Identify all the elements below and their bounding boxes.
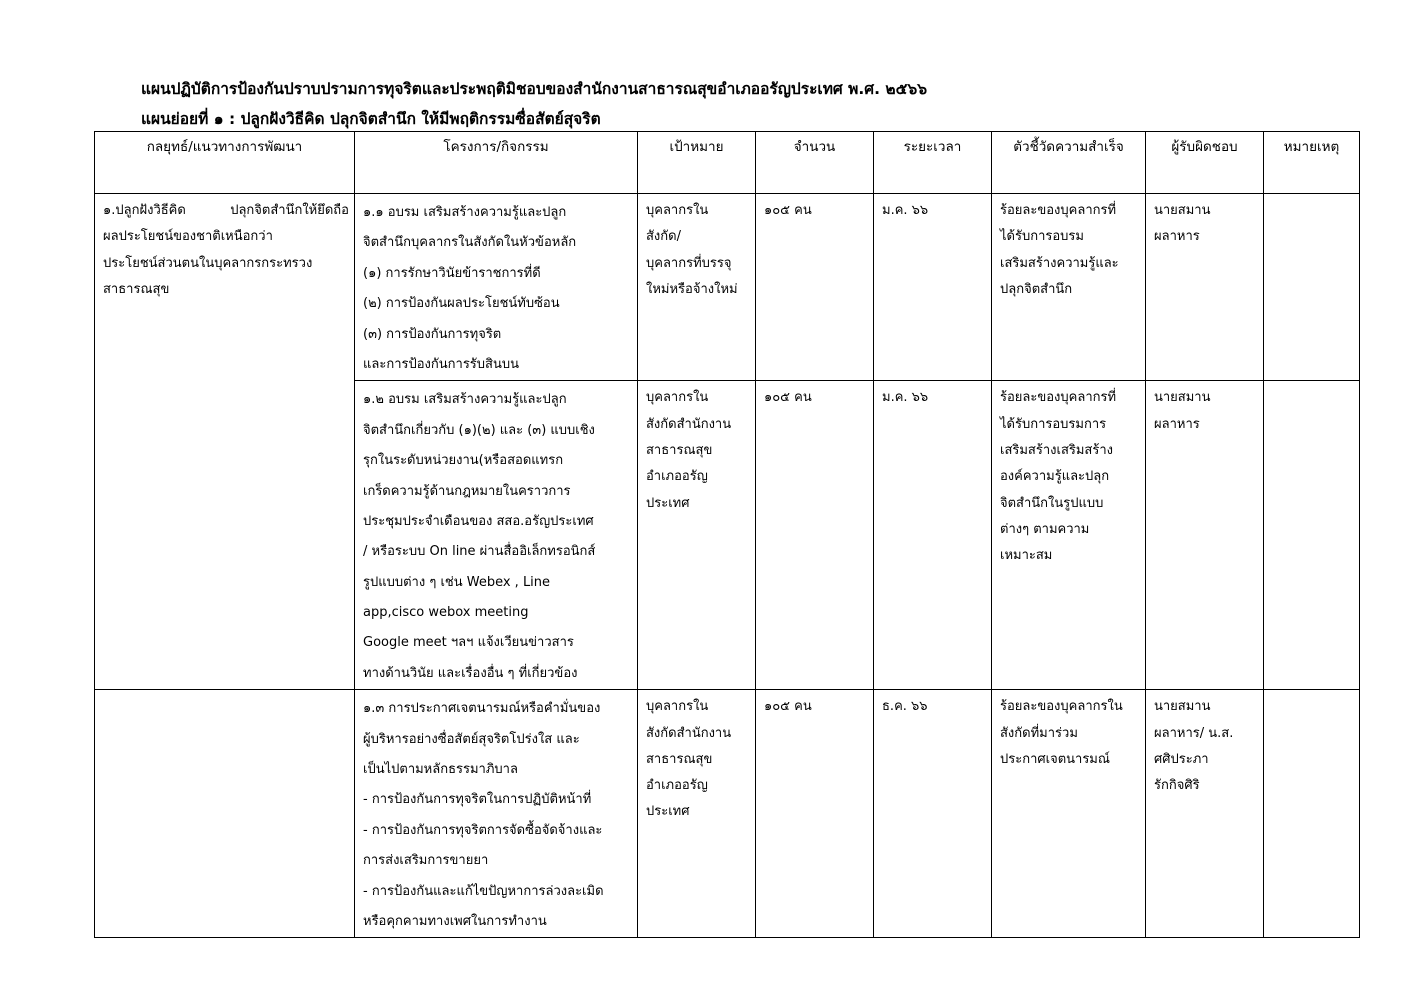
target-line: สังกัด/	[646, 229, 681, 245]
target-line: ประเทศ	[646, 495, 690, 511]
activity-line: ทางด้านวินัย และเรื่องอื่น ๆ ที่เกี่ยวข้อง	[363, 665, 578, 681]
target-cell	[638, 381, 756, 690]
strategy-cell	[95, 690, 355, 938]
amount-value: ๑๐๕ คน	[764, 699, 812, 715]
target-line: สาธารณสุข	[646, 751, 713, 767]
target-line: ประเทศ	[646, 804, 690, 820]
period-value: ม.ค. ๖๖	[882, 203, 929, 218]
period-value: ธ.ค. ๖๖	[882, 699, 928, 715]
header-remark: หมายเหตุ	[1264, 132, 1360, 194]
indicator-line: ต่างๆ ตามความ	[1000, 521, 1090, 537]
indicator-line: ร้อยละของบุคลากรที่	[1000, 203, 1117, 218]
indicator-line: ปลุกจิตสำนึก	[1000, 281, 1073, 297]
target-line: อำเภออรัญ	[646, 469, 708, 485]
target-line: บุคลากรใน	[646, 203, 709, 218]
document-subtitle: แผนย่อยที่ ๑ : ปลูกฝังวิธีคิด ปลุกจิตสำนึก ให้มีพฤติกรรมซื่อสัตย์สุจริต	[141, 110, 601, 128]
responsible-cell	[1146, 690, 1264, 938]
period-cell	[874, 690, 992, 938]
remark-cell	[1264, 690, 1360, 938]
strategy-line: สาธารณสุข	[103, 281, 170, 297]
activity-line: รูปแบบต่าง ๆ เช่น Webex , Line	[363, 574, 551, 590]
strategy-line: ๑.ปลูกฝังวิธีคิด ปลุกจิตสำนึกให้ยึดถือ	[103, 203, 349, 218]
responsible-line: นายสมาน	[1154, 390, 1211, 406]
indicator-line: ร้อยละของบุคลากรที่	[1000, 390, 1117, 406]
remark-cell	[1264, 381, 1360, 690]
activity-line: เกร็ดความรู้ด้านกฎหมายในคราวการ	[363, 483, 571, 499]
indicator-cell	[992, 690, 1146, 938]
target-line: สาธารณสุข	[646, 442, 713, 458]
indicator-line: ได้รับการอบรม	[1000, 229, 1084, 245]
target-line: สังกัดสำนักงาน	[646, 725, 732, 741]
amount-cell	[756, 690, 874, 938]
activity-line: - การป้องกันการทุจริตการจัดซื้อจัดจ้างและ	[363, 822, 603, 838]
target-cell	[638, 194, 756, 381]
target-cell	[638, 690, 756, 938]
remark-cell	[1264, 194, 1360, 381]
period-cell	[874, 194, 992, 381]
activity-line: / หรือระบบ On line ผ่านสื่ออิเล็กทรอนิกส์	[363, 544, 596, 560]
activity-cell	[355, 690, 638, 938]
activity-line: ผู้บริหารอย่างซื่อสัตย์สุจริตโปร่งใส และ	[363, 731, 580, 747]
activity-line: จิตสำนึกบุคลากรในสังกัดในหัวข้อหลัก	[363, 235, 577, 251]
header-activity: โครงการ/กิจกรรม	[355, 132, 638, 194]
amount-cell	[756, 194, 874, 381]
period-value: ม.ค. ๖๖	[882, 390, 929, 406]
target-line: บุคลากรที่บรรจุ	[646, 255, 732, 271]
activity-line: (๑) การรักษาวินัยข้าราชการที่ดี	[363, 265, 541, 281]
activity-line: รุกในระดับหน่วยงาน(หรือสอดแทรก	[363, 453, 564, 469]
document-title: แผนปฏิบัติการป้องกันปราบปรามการทุจริตและประพฤติมิชอบของสำนักงานสาธารณสุขอำเภออรัญประเทศ พ.ศ. ๒๕๖๖	[141, 80, 928, 98]
header-responsible: ผู้รับผิดชอบ	[1146, 132, 1264, 194]
activity-line: app,cisco webox meeting	[363, 605, 529, 621]
amount-value: ๑๐๕ คน	[764, 203, 812, 218]
table-row	[95, 194, 1360, 381]
indicator-line: ประกาศเจตนารมณ์	[1000, 751, 1110, 767]
activity-line: Google meet ฯลฯ แจ้งเวียนข่าวสาร	[363, 635, 574, 651]
responsible-line: นายสมาน	[1154, 699, 1211, 715]
table-row	[95, 690, 1360, 938]
target-line: สังกัดสำนักงาน	[646, 416, 732, 432]
activity-line: (๒) การป้องกันผลประโยชน์ทับซ้อน	[363, 296, 560, 312]
target-line: บุคลากรใน	[646, 390, 709, 406]
responsible-cell	[1146, 381, 1264, 690]
indicator-cell	[992, 194, 1146, 381]
responsible-cell	[1146, 194, 1264, 381]
header-strategy: กลยุทธ์/แนวทางการพัฒนา	[95, 132, 355, 194]
amount-cell	[756, 381, 874, 690]
amount-value: ๑๐๕ คน	[764, 390, 812, 406]
target-line: ใหม่หรือจ้างใหม่	[646, 281, 738, 297]
header-amount: จำนวน	[756, 132, 874, 194]
header-period: ระยะเวลา	[874, 132, 992, 194]
activity-line: หรือคุกคามทางเพศในการทำงาน	[363, 913, 547, 929]
indicator-line: เสริมสร้างเสริมสร้าง	[1000, 442, 1113, 458]
activity-line: จิตสำนึกเกี่ยวกับ (๑)(๒) และ (๓) แบบเชิง	[363, 422, 595, 438]
indicator-line: จิตสำนึกในรูปแบบ	[1000, 495, 1104, 511]
strategy-line: ผลประโยชน์ของชาติเหนือกว่า	[103, 229, 273, 245]
header-row	[95, 132, 1360, 194]
strategy-line: ประโยชน์ส่วนตนในบุคลากรกระทรวง	[103, 255, 313, 271]
responsible-line: ศศิประภา	[1154, 751, 1209, 767]
activity-line: ๑.๑ อบรม เสริมสร้างความรู้และปลูก	[363, 205, 567, 220]
activity-line: ๑.๓ การประกาศเจตนารมณ์หรือคำมั่นของ	[363, 701, 601, 717]
activity-cell	[355, 381, 638, 690]
activity-line: ๑.๒ อบรม เสริมสร้างความรู้และปลูก	[363, 392, 567, 408]
responsible-line: ผลาหาร	[1154, 229, 1200, 245]
target-line: อำเภออรัญ	[646, 778, 708, 794]
activity-line: การส่งเสริมการขายยา	[363, 853, 489, 869]
activity-line: - การป้องกันการทุจริตในการปฏิบัติหน้าที่	[363, 792, 592, 808]
period-cell	[874, 381, 992, 690]
indicator-line: สังกัดที่มาร่วม	[1000, 725, 1078, 741]
indicator-line: เสริมสร้างความรู้และ	[1000, 255, 1119, 271]
indicator-line: เหมาะสม	[1000, 548, 1053, 564]
target-line: บุคลากรใน	[646, 699, 709, 715]
activity-cell	[355, 194, 638, 381]
activity-line: (๓) การป้องกันการทุจริต	[363, 326, 502, 342]
indicator-line: ได้รับการอบรมการ	[1000, 416, 1107, 432]
activity-line: เป็นไปตามหลักธรรมาภิบาล	[363, 762, 518, 778]
plan-table	[94, 131, 1360, 938]
indicator-line: ร้อยละของบุคลากรใน	[1000, 699, 1123, 715]
responsible-line: ผลาหาร	[1154, 416, 1200, 432]
responsible-line: ผลาหาร/ น.ส.	[1154, 725, 1234, 741]
responsible-line: นายสมาน	[1154, 203, 1211, 218]
responsible-line: รักกิจศิริ	[1154, 778, 1200, 794]
header-indicator: ตัวชี้วัดความสำเร็จ	[992, 132, 1146, 194]
activity-line: และการป้องกันการรับสินบน	[363, 356, 519, 372]
header-target: เป้าหมาย	[638, 132, 756, 194]
indicator-line: องค์ความรู้และปลุก	[1000, 469, 1110, 485]
activity-line: ประชุมประจำเดือนของ สสอ.อรัญประเทศ	[363, 513, 594, 529]
activity-line: - การป้องกันและแก้ไขปัญหาการล่วงละเมิด	[363, 883, 604, 899]
indicator-cell	[992, 381, 1146, 690]
strategy-cell	[95, 194, 355, 690]
